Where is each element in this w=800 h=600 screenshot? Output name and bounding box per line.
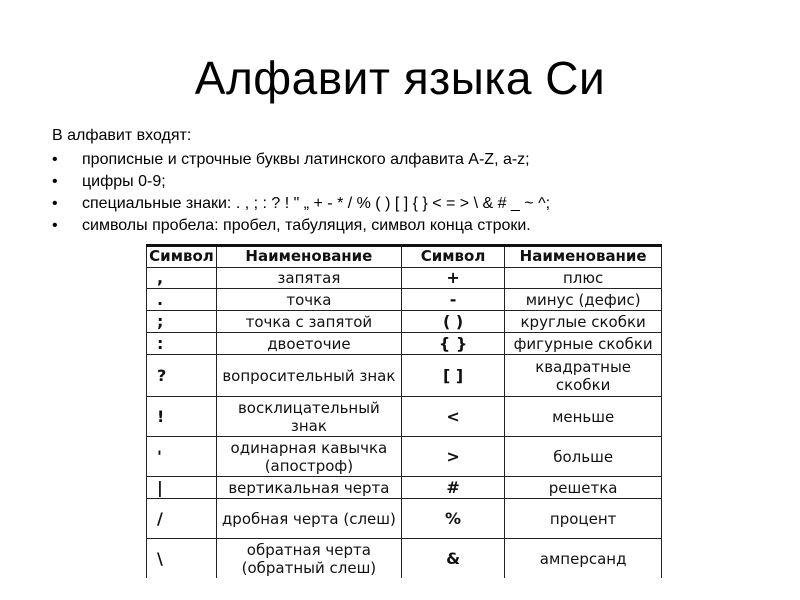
bullet-item-special-chars [52,194,752,213]
alphabet-bullet-list [52,150,752,238]
table-row [147,397,662,437]
name-cell: двоеточие [216,333,401,355]
symbols-table-image [146,244,662,578]
name-cell: восклицательный знак [216,397,401,437]
column-header: Символ [147,245,217,268]
table-header-row [147,245,662,268]
name-cell: точка [216,289,401,311]
name-cell: вопросительный знак [216,355,401,397]
symbol-cell: / [147,499,217,539]
bullet-item-letters [52,150,752,169]
symbol-cell: % [401,499,504,539]
symbol-cell: ' [147,437,217,477]
symbol-cell: ; [147,311,217,333]
name-cell: запятая [216,268,401,289]
table-row [147,539,662,579]
name-cell: квадратные скобки [505,355,662,397]
symbol-cell: { } [401,333,504,355]
table-row [147,289,662,311]
symbol-cell: , [147,268,217,289]
name-cell: больше [505,437,662,477]
name-cell: круглые скобки [505,311,662,333]
name-cell: точка с запятой [216,311,401,333]
symbol-cell: & [401,539,504,579]
table-row [147,437,662,477]
name-cell: процент [505,499,662,539]
bullet-text: символы пробела: пробел, табуляция, символ конца строки. [82,217,531,234]
symbol-cell: : [147,333,217,355]
symbol-cell: ? [147,355,217,397]
table-row [147,477,662,499]
symbol-cell: \ [147,539,217,579]
intro-text: В алфавит входят: [52,127,192,144]
symbol-cell: + [401,268,504,289]
symbol-cell: > [401,437,504,477]
symbol-cell: - [401,289,504,311]
table-row [147,311,662,333]
slide-title: Алфавит языка Си [194,52,606,104]
symbol-cell: # [401,477,504,499]
bullet-item-digits [52,172,752,191]
symbol-cell: [ ] [401,355,504,397]
bullet-text: специальные знаки: . , ; : ? ! " „ + - * / % ( ) [ ] { } < = > \ & # _ ~ ^; [82,195,551,212]
column-header: Наименование [505,245,662,268]
name-cell: вертикальная черта [216,477,401,499]
name-cell: амперсанд [505,539,662,579]
table-top-border [146,244,662,247]
table-row [147,355,662,397]
bullet-text: прописные и строчные буквы латинского алфавита A-Z, a-z; [82,151,530,168]
table-row [147,499,662,539]
symbol-cell: ( ) [401,311,504,333]
bullet-marker-icon: • [52,151,58,168]
column-header: Символ [401,245,504,268]
name-cell: меньше [505,397,662,437]
bullet-marker-icon: • [52,173,58,190]
table-row [147,268,662,289]
bullet-text: цифры 0-9; [82,173,166,190]
symbol-cell: | [147,477,217,499]
symbol-cell: < [401,397,504,437]
symbol-cell: . [147,289,217,311]
name-cell: одинарная кавычка (апостроф) [216,437,401,477]
name-cell: минус (дефис) [505,289,662,311]
column-header: Наименование [216,245,401,268]
symbols-table [146,244,662,578]
bullet-marker-icon: • [52,217,58,234]
name-cell: плюс [505,268,662,289]
bullet-marker-icon: • [52,195,58,212]
bullet-item-whitespace [52,216,752,235]
name-cell: обратная черта (обратный слеш) [216,539,401,579]
symbol-cell: ! [147,397,217,437]
table-row [147,333,662,355]
name-cell: решетка [505,477,662,499]
name-cell: дробная черта (слеш) [216,499,401,539]
name-cell: фигурные скобки [505,333,662,355]
